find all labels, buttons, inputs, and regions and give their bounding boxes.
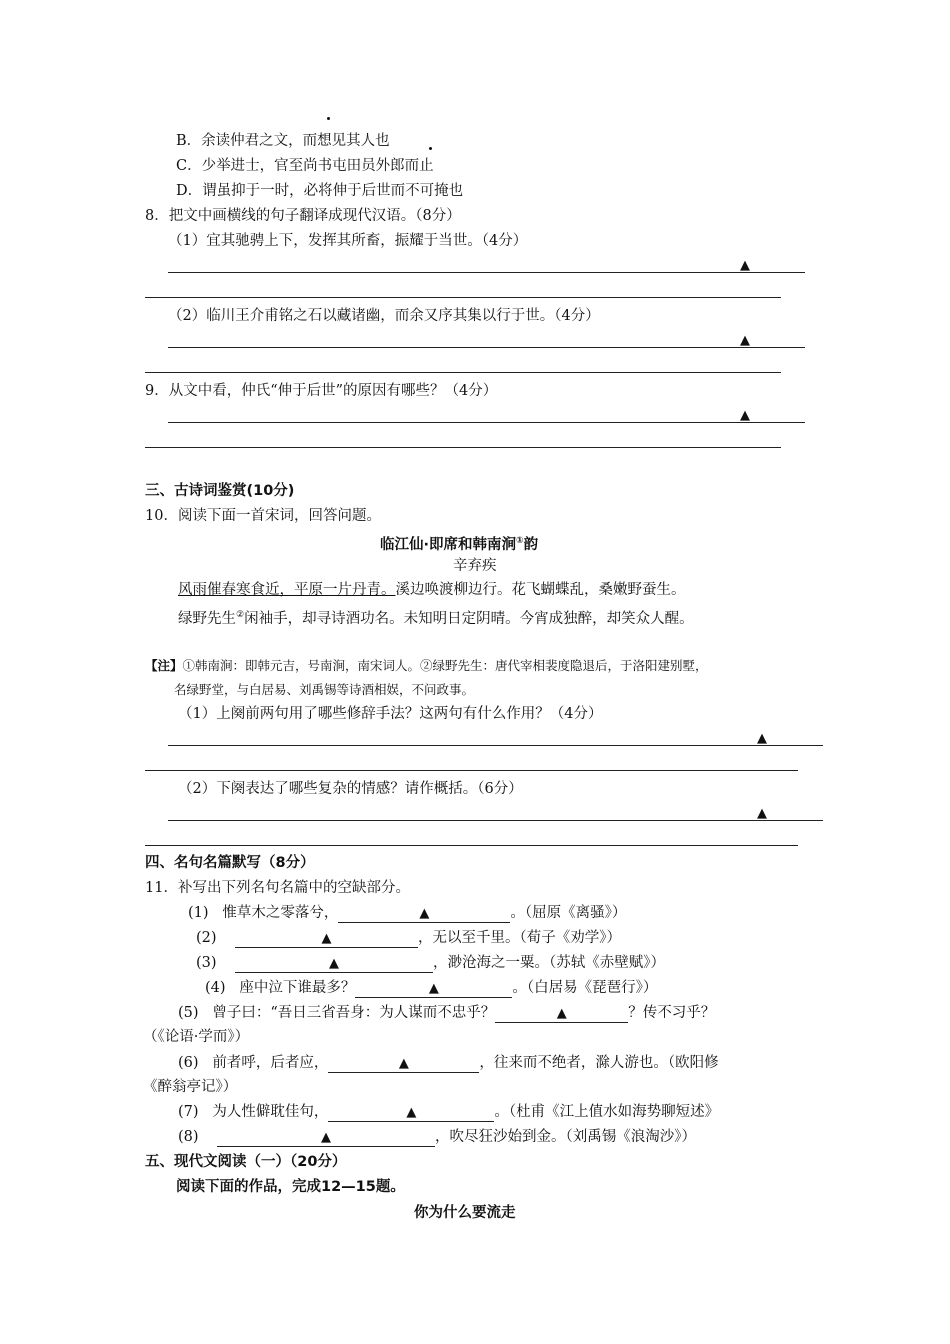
reading-instruction: 阅读下面的作品，完成12—15题。 [176, 1179, 405, 1195]
answer-marker-icon: ▲ [406, 1105, 417, 1120]
answer-line[interactable] [168, 272, 805, 273]
q7-option-d: D．谓虽抑于一时，必将伸于后世而不可掩也 [176, 183, 464, 199]
fill-item-1: (1) 惟草木之零落兮， ▲ 。（屈原《离骚》） [188, 905, 627, 921]
fill-item-5: (5) 曾子曰：“吾日三省吾身：为人谋而不忠乎？ ▲ ？传不习乎？ [178, 1005, 716, 1021]
q8-part1: （1）宜其驰骋上下，发挥其所畜，振耀于当世。（4分） [168, 233, 528, 249]
answer-marker-icon: ▲ [757, 806, 767, 821]
answer-line[interactable] [145, 372, 781, 373]
answer-marker-icon: ▲ [398, 1056, 409, 1071]
poem-note-cont: 名绿野堂，与白居易、刘禹锡等诗酒相娱，不问政事。 [174, 682, 475, 697]
q9-stem: 9．从文中看，仲氏“伸于后世”的原因有哪些？（4分） [145, 383, 498, 399]
q10-sub2: （2）下阕表达了哪些复杂的情感？请作概括。（6分） [178, 781, 523, 797]
answer-line[interactable] [168, 820, 823, 821]
poem-note: 【注】①韩南涧：即韩元吉，号南涧，南宋词人。②绿野先生：唐代宰相裴度隐退后，于洛阳建别墅， [145, 658, 708, 673]
poem-line-2: 绿野先生②闲袖手，却寻诗酒功名。未知明日定阴晴。今宵成独醉，却笑众人醒。 [178, 610, 694, 627]
fill-item-2: (2) ▲ ，无以至千里。（荀子《劝学》） [196, 930, 621, 946]
fill-item-4: (4) 座中泣下谁最多？ ▲ 。（白居易《琵琶行》） [205, 980, 658, 996]
answer-line[interactable] [168, 347, 805, 348]
q8-stem: 8．把文中画横线的句子翻译成现代汉语。（8分） [145, 208, 461, 224]
answer-marker-icon: ▲ [740, 408, 750, 423]
fill-item-8: (8) ▲ ，吹尽狂沙始到金。（刘禹锡《浪淘沙》） [178, 1129, 696, 1145]
section-heading: 四、名句名篇默写（8分） [145, 855, 315, 871]
answer-marker-icon: ▲ [320, 1130, 331, 1145]
fill-blank[interactable] [495, 1006, 628, 1023]
fill-blank[interactable] [235, 931, 418, 948]
q7-option-c: C．少举进士，官至尚书屯田员外郎而止 [176, 158, 434, 174]
fill-item-5-cont: （《论语·学而》） [143, 1029, 250, 1045]
q7-option-b: B．余读仲君之文，而想见其人也 [176, 133, 390, 149]
section-heading: 五、现代文阅读（一）（20分） [145, 1154, 347, 1170]
answer-marker-icon: ▲ [740, 258, 750, 273]
poem-line-1: 风雨催春寒食近，平原一片丹青。溪边唤渡柳边行。花飞蝴蝶乱，桑嫩野蚕生。 [178, 582, 686, 598]
answer-line[interactable] [145, 770, 798, 771]
answer-line[interactable] [145, 845, 798, 846]
fill-item-3: (3) ▲ ，渺沧海之一粟。（苏轼《赤壁赋》） [196, 955, 665, 971]
answer-marker-icon: ▲ [556, 1006, 567, 1021]
answer-marker-icon: ▲ [428, 981, 439, 996]
fill-blank[interactable] [328, 1105, 494, 1122]
fill-item-6-cont: 《醉翁亭记》） [143, 1079, 238, 1095]
answer-marker-icon: ▲ [419, 906, 430, 921]
q8-part2: （2）临川王介甫铭之石以藏诸幽，而余又序其集以行于世。（4分） [168, 308, 600, 324]
fill-item-6: (6) 前者呼，后者应， ▲ ，往来而不绝者，滁人游也。（欧阳修 [178, 1055, 719, 1071]
answer-marker-icon: ▲ [740, 333, 750, 348]
poem-title: 临江仙·即席和韩南涧①韵 [380, 536, 539, 553]
section-heading: 三、古诗词鉴赏(10分) [145, 483, 295, 499]
emphasis-dot [429, 147, 432, 150]
answer-marker-icon: ▲ [757, 731, 767, 746]
article-title: 你为什么要流走 [414, 1205, 516, 1221]
emphasis-dot [327, 117, 330, 120]
answer-line[interactable] [168, 422, 805, 423]
fill-blank[interactable] [355, 981, 512, 998]
q11-stem: 11．补写出下列名句名篇中的空缺部分。 [145, 880, 410, 896]
q10-stem: 10．阅读下面一首宋词，回答问题。 [145, 508, 381, 524]
answer-marker-icon: ▲ [328, 956, 339, 971]
fill-blank[interactable] [338, 906, 510, 923]
poem-author: 辛弃疾 [453, 558, 497, 574]
fill-blank[interactable] [328, 1056, 479, 1073]
answer-line[interactable] [145, 447, 781, 448]
fill-blank[interactable] [217, 1130, 435, 1147]
q10-sub1: （1）上阕前两句用了哪些修辞手法？这两句有什么作用？（4分） [178, 706, 603, 722]
answer-marker-icon: ▲ [321, 931, 332, 946]
fill-blank[interactable] [235, 956, 433, 973]
answer-line[interactable] [168, 745, 823, 746]
fill-item-7: (7) 为人性僻耽佳句， ▲ 。（杜甫《江上值水如海势聊短述》 [178, 1104, 720, 1120]
answer-line[interactable] [145, 297, 781, 298]
